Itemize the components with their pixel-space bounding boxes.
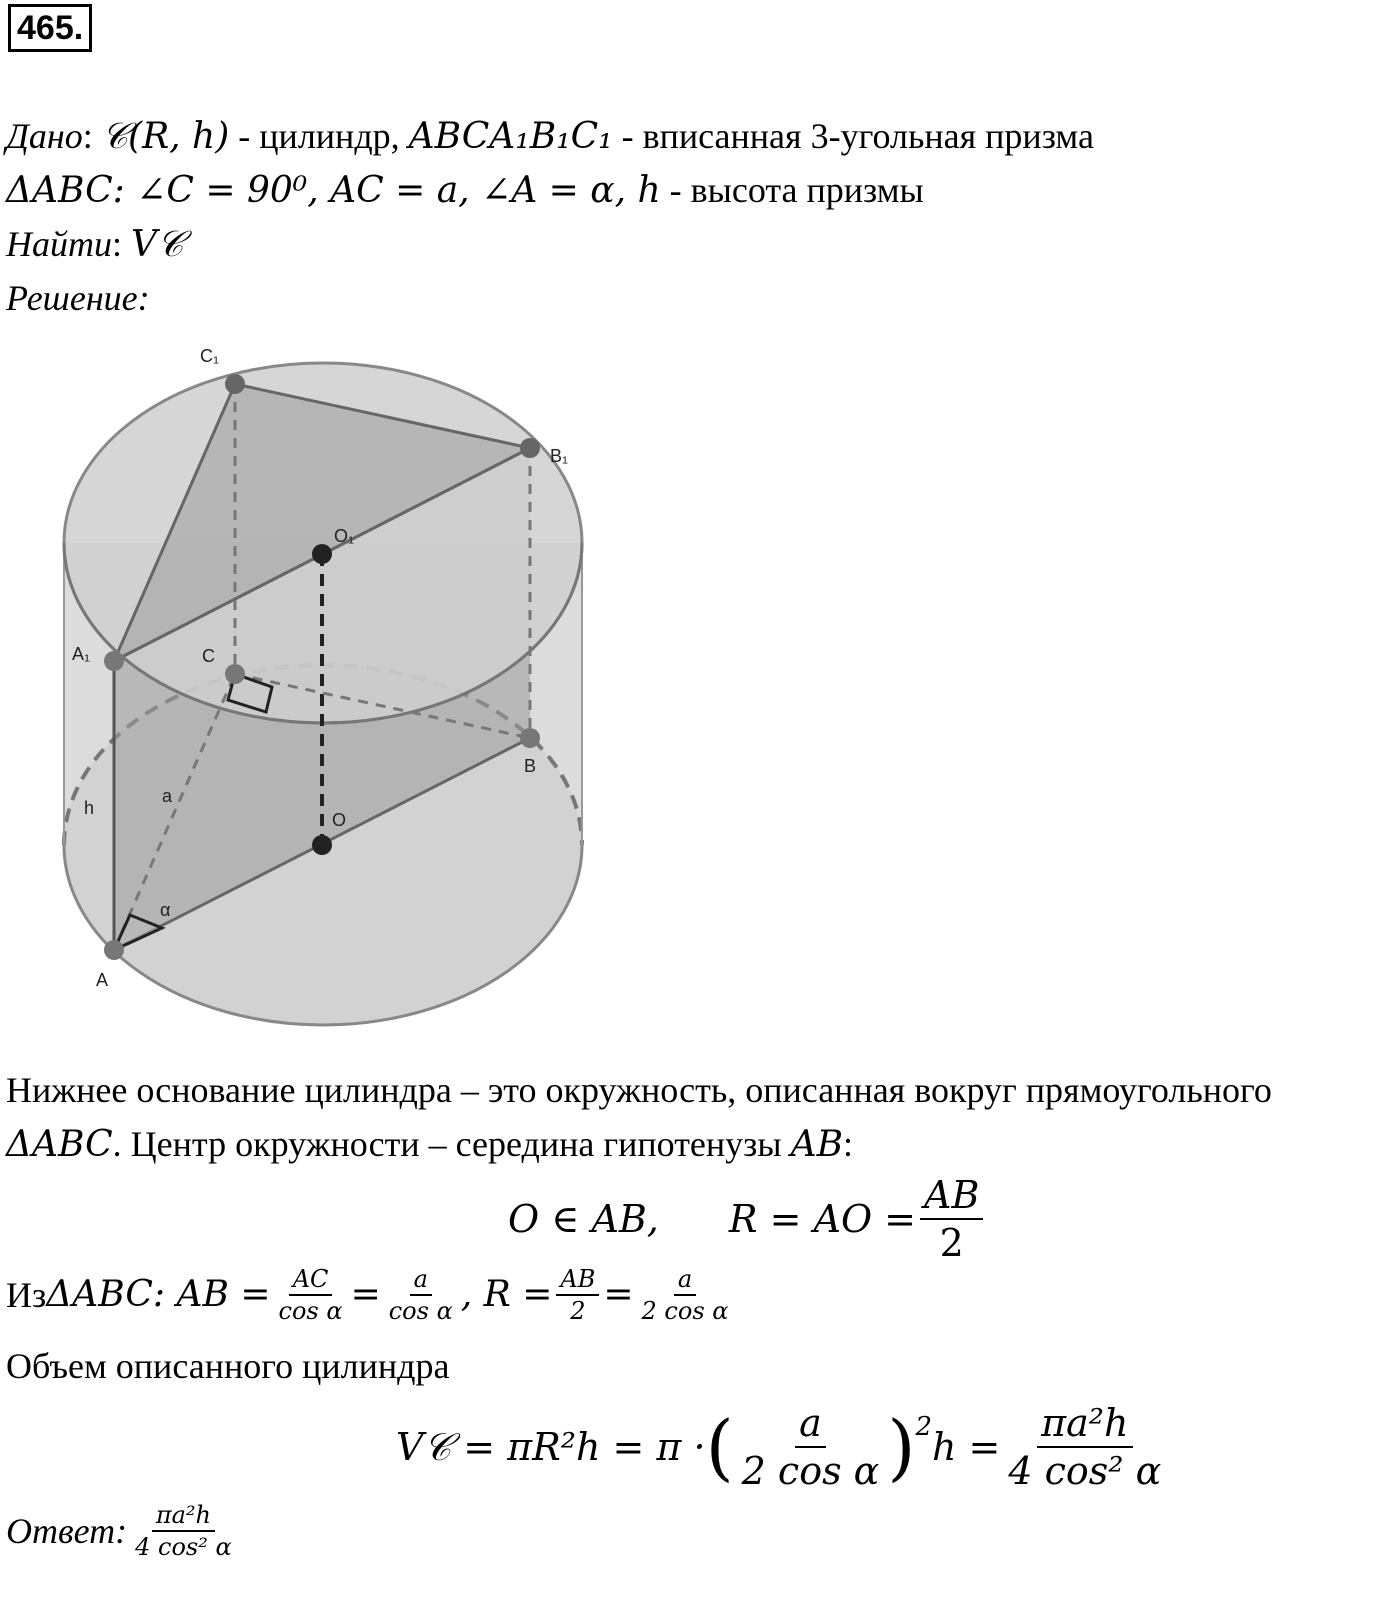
given-text-2: - вписанная 3-угольная призма bbox=[612, 116, 1094, 156]
triangle-conditions: ΔABC: ∠C = 90⁰, AC = a, ∠A = α, h bbox=[6, 170, 661, 211]
fraction-ab-2: $\frac{AB}{2}$ bbox=[920, 1172, 983, 1266]
cylinder-figure bbox=[0, 330, 640, 1040]
find-line: Найти: V𝒞 bbox=[6, 224, 184, 265]
answer-label: Ответ: bbox=[6, 1511, 128, 1551]
find-label: Найти bbox=[6, 224, 112, 264]
volume-text: Объем описанного цилиндра bbox=[6, 1346, 450, 1386]
label-b1: B₁ bbox=[550, 446, 569, 466]
label-h: h bbox=[84, 798, 95, 818]
point-b1 bbox=[520, 438, 540, 458]
point-c bbox=[225, 664, 245, 684]
label-a-side: a bbox=[162, 786, 173, 806]
given-line-2 bbox=[6, 168, 924, 213]
prism-notation: ABCA₁B₁C₁ bbox=[408, 116, 613, 157]
given-label: Дано bbox=[6, 116, 83, 156]
paragraph-line-1: Нижнее основание цилиндра – это окружность, описанная вокруг прямоугольного bbox=[6, 1070, 1272, 1110]
answer-line bbox=[6, 1500, 240, 1562]
problem-number: 465. bbox=[8, 4, 92, 52]
paragraph-line-2: ΔABC. Центр окружности – середина гипотенузы AB: bbox=[6, 1124, 854, 1165]
find-value: V𝒞 bbox=[131, 224, 184, 265]
point-a1 bbox=[104, 651, 124, 671]
point-b bbox=[520, 728, 540, 748]
point-o bbox=[312, 835, 332, 855]
label-o1: O₁ bbox=[334, 526, 355, 546]
label-c: C bbox=[202, 646, 215, 666]
label-alpha: α bbox=[160, 900, 171, 920]
solution-heading: Решение: bbox=[6, 278, 150, 318]
label-a: A bbox=[96, 970, 109, 990]
equation-center-radius: O ∈ AB, R = AO = $\frac{AB}{2}$ bbox=[508, 1172, 987, 1266]
point-o1 bbox=[312, 544, 332, 564]
cylinder-notation: 𝒞(R, h) bbox=[101, 116, 230, 157]
answer-fraction: $\frac{\text{πa²h}}{\text{4 cos² α}}$ bbox=[135, 1501, 232, 1561]
given-text-1: - цилиндр, bbox=[229, 116, 409, 156]
given-line-1: Дано: 𝒞(R, h) - цилиндр, ABCA₁B₁C₁ - вписанная 3-угольная призма bbox=[6, 116, 1094, 157]
equation-from-triangle: Из ΔABC: AB = $\frac{AC}{\text{cos α}}$ = $\frac{a}{\text{cos α}}$ , R = $\frac{AB}{2}$ = $\frac{a}{\text{2 cos α}}$ bbox=[6, 1265, 729, 1325]
point-c1 bbox=[225, 374, 245, 394]
label-b: B bbox=[524, 756, 537, 776]
label-a1: A₁ bbox=[72, 644, 91, 664]
point-a bbox=[104, 940, 124, 960]
height-text: - высота призмы bbox=[660, 170, 924, 210]
volume-equation: V𝒞 = πR²h = π · ( $\frac{a}{\text{2 cos α}}$ ) 2 h = $\frac{\text{πa²h}}{\text{4 cos² α}}$ bbox=[396, 1401, 1162, 1493]
label-o: O bbox=[332, 810, 347, 830]
label-c1: C₁ bbox=[200, 346, 220, 366]
